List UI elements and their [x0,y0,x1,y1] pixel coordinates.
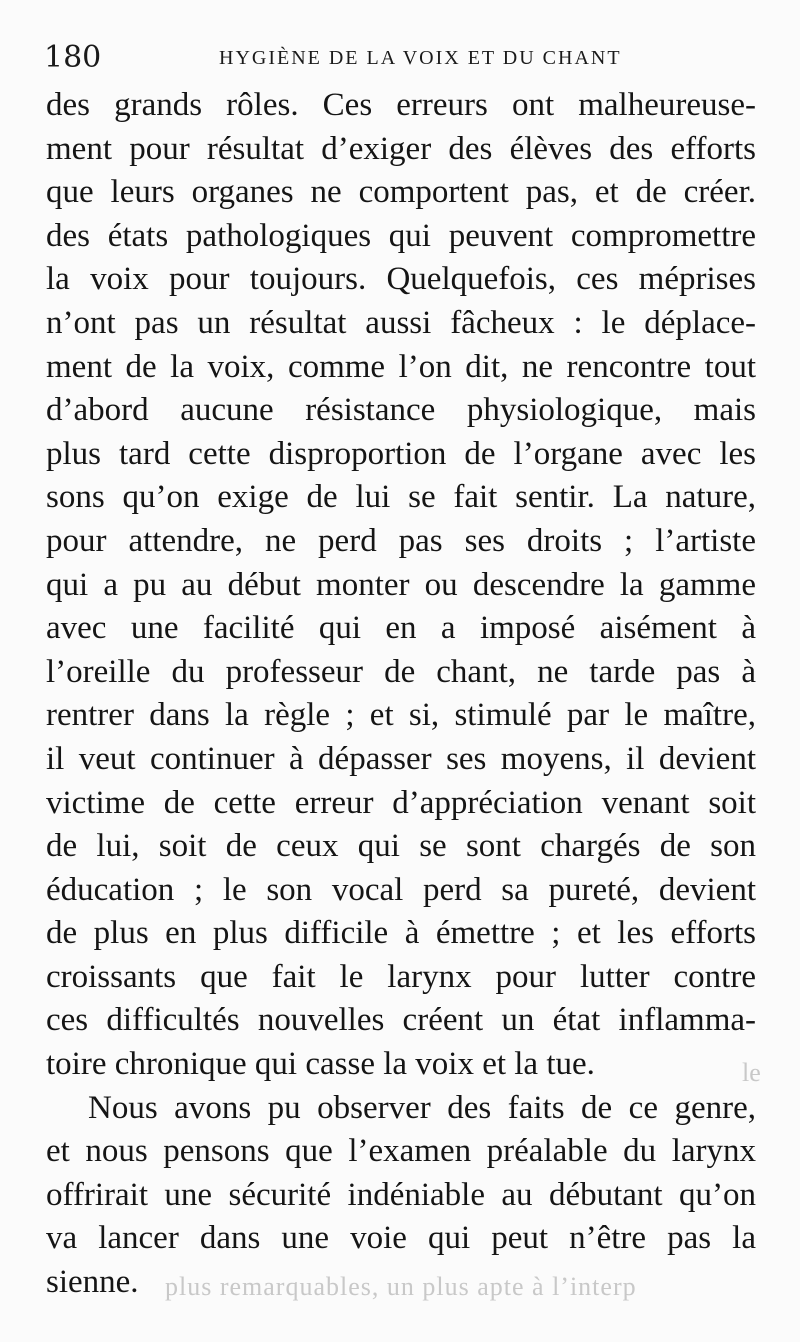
text-line: croissants que fait le larynx pour lutter contre [46,958,756,995]
text-line: de plus en plus difficile à émettre ; et les efforts [46,915,756,952]
text-line: la voix pour toujours. Quelquefois, ces méprises [46,261,756,298]
text-line: offrirait une sécurité indéniable au débutant qu’on [46,1176,756,1213]
text-line: ment de la voix, comme l’on dit, ne rencontre tout [46,348,756,385]
text-line: va lancer dans une voie qui peut n’être pas la [46,1220,756,1257]
text-line: l’oreille du professeur de chant, ne tarde pas à [46,653,756,690]
text-line: de lui, soit de ceux qui se sont chargés de son [46,828,756,865]
text-line: ment pour résultat d’exiger des élèves des efforts [46,130,756,167]
text-line: rentrer dans la règle ; et si, stimulé par le maître, [46,697,756,734]
text-line: que leurs organes ne comportent pas, et de créer. [46,174,756,211]
text-line: ces difficultés nouvelles créent un état inflamma- [46,1002,756,1039]
text-line: d’abord aucune résistance physiologique, mais [46,392,756,429]
text-line: il veut continuer à dépasser ses moyens, il devient [46,740,756,777]
text-line: qui a pu au début monter ou descendre la gamme [46,566,756,603]
text-line: n’ont pas un résultat aussi fâcheux : le déplace- [46,304,756,341]
text-line-paragraph-end: toire chronique qui casse la voix et la tue. [46,1046,595,1083]
text-line: pour attendre, ne perd pas ses droits ; l’artiste [46,522,756,559]
body-text [46,84,756,1305]
text-line: victime de cette erreur d’appréciation venant soit [46,784,756,821]
text-line: plus tard cette disproportion de l’organe avec les [46,435,756,472]
text-line: et nous pensons que l’examen préalable du larynx [46,1133,756,1170]
text-line: avec une facilité qui en a imposé aisément à [46,610,756,647]
bleed-through-text: plus remarquables, un plus apte à l’interp [165,1272,637,1301]
bleed-through-text: le [742,1058,761,1087]
text-line: des grands rôles. Ces erreurs ont malheureuse- [46,87,756,123]
text-line-paragraph-start: Nous avons pu observer des faits de ce genre, [88,1089,756,1126]
text-line: sons qu’on exige de lui se fait sentir. La nature, [46,479,756,516]
page-number: 180 [44,40,102,75]
text-line: éducation ; le son vocal perd sa pureté, devient [46,871,756,908]
running-title: HYGIÈNE DE LA VOIX ET DU CHANT [219,47,622,69]
running-head [44,38,756,78]
text-line-paragraph-end: sienne. [46,1264,139,1301]
text-line: des états pathologiques qui peuvent compromettre [46,217,756,254]
